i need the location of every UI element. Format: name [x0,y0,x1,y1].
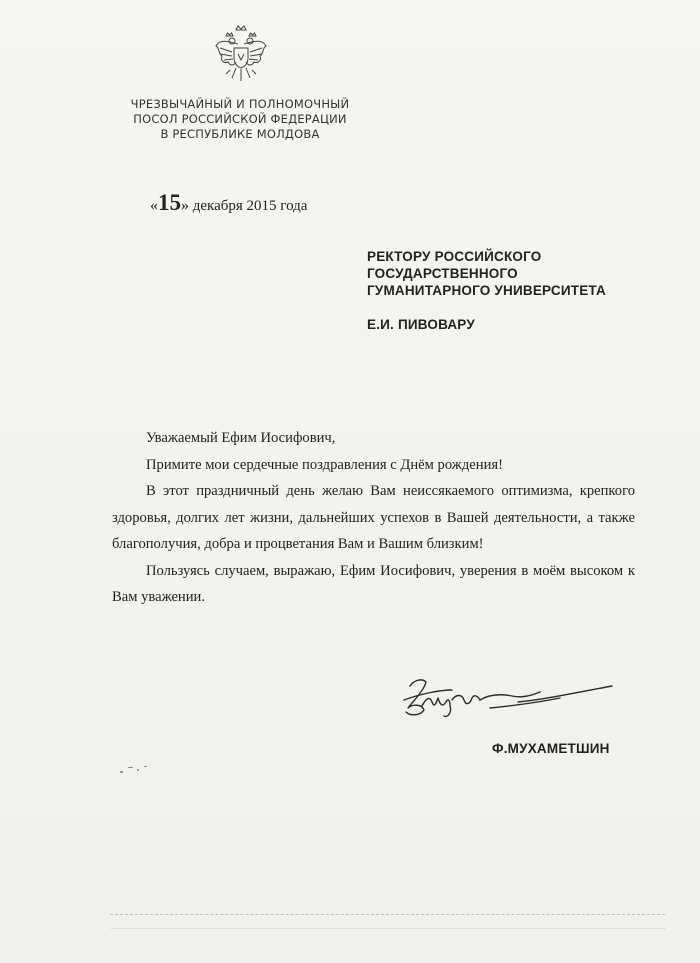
sender-block [100,97,380,142]
date-month-year: декабря 2015 года [189,198,308,214]
footer-rule [110,928,665,930]
salutation: Уважаемый Ефим Иосифович, [146,430,336,446]
sender-line: В РЕСПУБЛИКЕ МОЛДОВА [160,127,320,141]
date-close-quote: » [181,197,189,214]
footer-rule [110,914,665,916]
scan-speck [144,766,147,767]
letter-paragraph: Пользуясь случаем, выражаю, Ефим Иосифович, уверения в моём высоком к Вам уважении. [112,562,635,605]
letter-paragraph: Примите мои сердечные поздравления с Днём рождения! [146,456,503,473]
addressee-block [367,248,606,333]
date-open-quote: « [150,197,158,214]
date-day: 15 [158,190,181,215]
letter-date [150,190,307,216]
letter-paragraph: В этот праздничный день желаю Вам неиссякаемого оптимизма, крепкого здоровья, долгих лет жизни, дальнейших успехов в Вашей деятельности, а также благополучия, добра и процветания Вам и Вашим близким! [112,483,635,552]
sender-line: ЧРЕЗВЫЧАЙНЫЙ И ПОЛНОМОЧНЫЙ [130,97,350,111]
sender-line: ПОСОЛ РОССИЙСКОЙ ФЕДЕРАЦИИ [133,112,347,126]
letter-body [112,425,635,611]
addressee-line: ГОСУДАРСТВЕННОГО [367,266,518,281]
scan-speck [120,771,123,773]
signer-name: Ф.МУХАМЕТШИН [492,741,610,756]
coat-of-arms-icon [212,24,270,86]
addressee-line: ГУМАНИТАРНОГО УНИВЕРСИТЕТА [367,283,606,298]
scan-speck [128,767,133,768]
addressee-line: РЕКТОРУ РОССИЙСКОГО [367,249,542,264]
handwritten-signature [400,664,615,726]
addressee-name: Е.И. ПИВОВАРУ [367,317,475,332]
scan-speck [137,769,139,771]
